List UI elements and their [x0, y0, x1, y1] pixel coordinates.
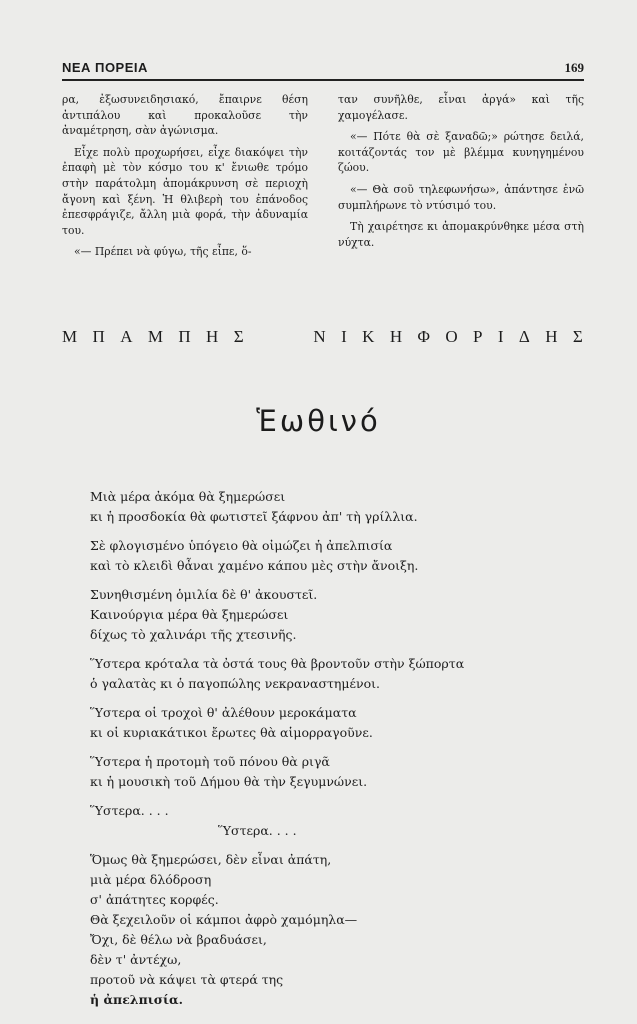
poem-line: κι οἱ κυριακάτικοι ἔρωτες θὰ αἱμορραγοῦνε. [90, 725, 373, 740]
prose-column-right [338, 92, 584, 266]
prose-paragraph: Εἶχε πολὺ προχωρήσει, εἶχε διακόψει τὴν ἐπαφὴ μὲ τὸν κόσμο του κ' ἔνιωθε τρόμο στὴν παράτολμη ἀπομάκρυνση σὲ περιοχὴ ἄγονη καὶ ξένη. Ἡ θλιβερὴ του ἐπάνοδος ἐπεσφράγιζε, ἄλλη μιὰ φορά, τὴν ἀδυναμία του. [62, 145, 308, 237]
poem-line: μιὰ μέρα δλόδροση [90, 872, 212, 887]
poem-line-indented: Ὕστερα. . . . [218, 823, 297, 838]
author-name-gap [259, 327, 299, 347]
poem-line: Ὅμως θὰ ξημερώσει, δὲν εἶναι ἀπάτη, [90, 852, 332, 867]
poem-line: δίχως τὸ χαλινάρι τῆς χτεσινῆς. [90, 627, 297, 642]
prose-paragraph: «— Πότε θὰ σὲ ξαναδῶ;» ρώτησε δειλά, κοιτάζοντάς τον μὲ βλέμμα κυνηγημένου ζώου. [338, 130, 584, 175]
poem-line: Σὲ φλογισμένο ὑπόγειο θὰ οἰμώζει ἡ ἀπελπισία [90, 538, 393, 553]
prose-paragraph: Τὴ χαιρέτησε κι ἀπομακρύνθηκε μέσα στὴ νύχτα. [338, 220, 584, 249]
stanza [90, 850, 560, 1010]
author-letter: Η [389, 327, 404, 346]
prose-paragraph: ταν συνῆλθε, εἶναι ἀργά» καὶ τῆς χαμογέλασε. [338, 93, 584, 122]
author-letter: Η [545, 327, 559, 346]
author-letter: Ν [313, 327, 327, 346]
author-letter: Μ [62, 327, 79, 346]
author-letter: Ι [341, 327, 348, 346]
poem-line: καὶ τὸ κλειδὶ θἆναι χαμένο κάπου μὲς στὴν ἄνοιξη. [90, 558, 419, 573]
poem-line: Μιὰ μέρα ἀκόμα θὰ ξημερώσει [90, 489, 286, 504]
stanza [90, 752, 560, 792]
stanza [90, 536, 560, 576]
author-letter: Ο [445, 327, 459, 346]
poem-line: Καινούργια μέρα θὰ ξημερώσει [90, 607, 289, 622]
poem-title: Ἑωθινό [256, 404, 381, 438]
poem-line: Συνηθισμένη ὁμιλία δὲ θ' ἀκουστεῖ. [90, 587, 318, 602]
poem-line: Ὕστερα κρόταλα τὰ ὀστά τους θὰ βροντοῦν στὴν ξώπορτα [90, 656, 465, 671]
author-letter: Π [92, 327, 106, 346]
author-name [62, 327, 584, 347]
prose-column-left [62, 92, 308, 266]
poem-body [90, 487, 560, 1019]
author-letter: Σ [233, 327, 245, 346]
prose-paragraph: «— Πρέπει νὰ φύγω, τῆς εἶπε, ὅ- [74, 245, 252, 259]
poem-line: Θὰ ξεχειλοῦν οἱ κάμποι ἀφρὸ χαμόμηλα— [90, 912, 358, 927]
prose-paragraph: ρα, ἐξωσυνειδησιακό, ἔπαιρνε θέση ἀντιπάλου καὶ προκαλοῦσε τὴν ἀναμέτρηση, σὰν ἀγώνισμα. [62, 93, 308, 138]
author-letter: Α [120, 327, 134, 346]
poem-line: κι ἡ προσδοκία θὰ φωτιστεῖ ξάφνου ἀπ' τὴ γρίλλια. [90, 509, 418, 524]
poem-line: ἡ ἀπελπισία. [90, 992, 184, 1007]
poem-line: δὲν τ' ἀντέχω, [90, 952, 182, 967]
running-header [62, 60, 584, 81]
stanza [90, 585, 560, 645]
stanza [90, 654, 560, 694]
prose-paragraph: «— Θὰ σοῦ τηλεφωνήσω», ἀπάντησε ἐνῶ συμπλήρωνε τὸ ντύσιμό του. [338, 182, 584, 212]
author-letter: Η [206, 327, 220, 346]
author-letter: Π [178, 327, 192, 346]
prose-columns [62, 92, 584, 266]
poem-line: Ὄχι, δὲ θέλω νὰ βραδυάσει, [90, 932, 267, 947]
page-number: 169 [564, 60, 584, 75]
author-letter: Σ [572, 327, 584, 346]
poem-line: κι ἡ μουσικὴ τοῦ Δήμου θὰ τὴν ξεγυμνώνει. [90, 774, 368, 789]
author-letter: Ι [497, 327, 505, 346]
author-letter: Φ [417, 327, 431, 346]
poem-line: σ' ἀπάτητες κορφές. [90, 892, 219, 907]
author-letter: Δ [518, 327, 531, 346]
author-letter: Μ [147, 327, 164, 346]
stanza [90, 703, 560, 743]
poem-line: Ὕστερα. . . . [90, 803, 169, 818]
stanza [90, 487, 560, 527]
poem-line: προτοῦ νὰ κάψει τὰ φτερά της [90, 972, 284, 987]
journal-title: ΝΕΑ ΠΟΡΕΙΑ [62, 60, 148, 75]
poem-line: Ὕστερα ἡ προτομὴ τοῦ πόνου θὰ ριγᾶ [90, 754, 330, 769]
author-letter: Κ [362, 327, 376, 346]
author-letter: Ρ [472, 327, 484, 346]
poem-line: ὁ γαλατὰς κι ὁ παγοπώλης νεκραναστημένοι. [90, 676, 380, 691]
stanza [90, 801, 560, 841]
poem-line: Ὕστερα οἱ τροχοὶ θ' ἀλέθουν μεροκάματα [90, 705, 357, 720]
